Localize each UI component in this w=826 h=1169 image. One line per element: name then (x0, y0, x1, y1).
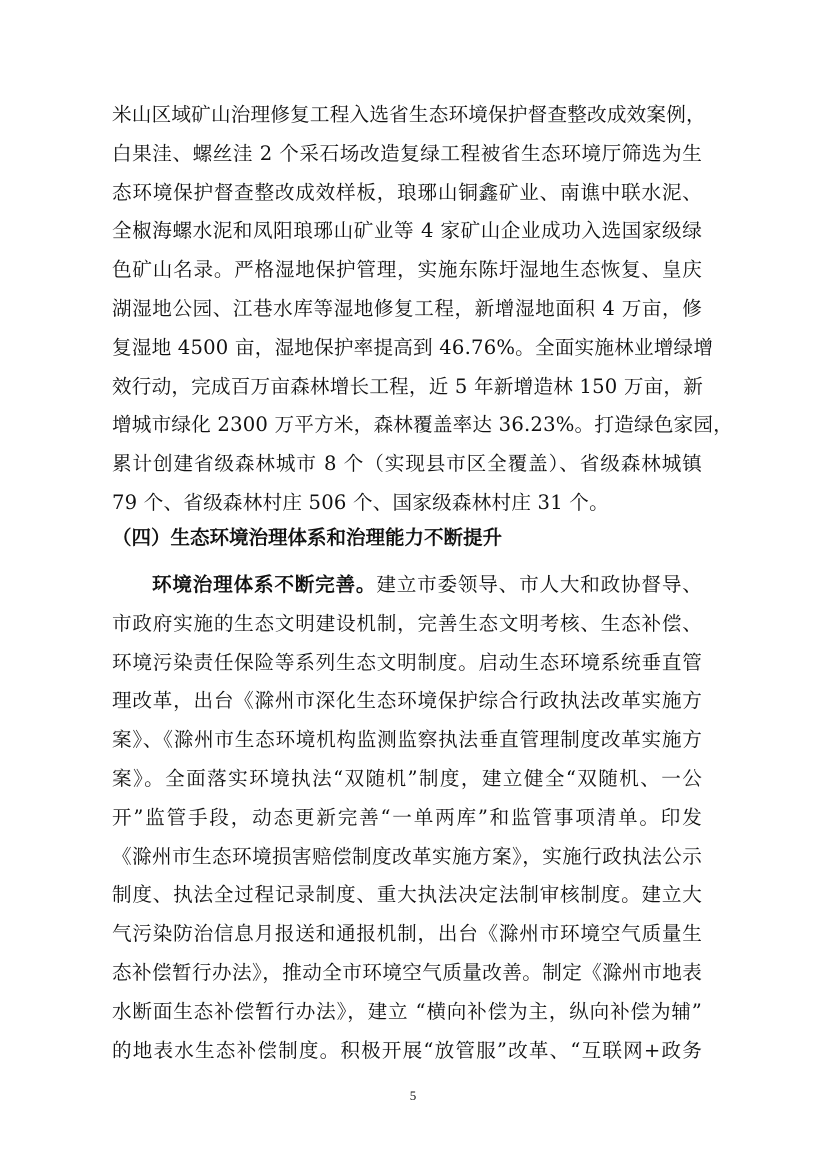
paragraph-governance-system (112, 566, 702, 1070)
page-number: 5 (409, 1088, 417, 1103)
text-line: 态补偿暂行办法》，推动全市环境空气质量改善。制定《滁州市地表 (112, 960, 702, 984)
text-line-first (112, 566, 702, 605)
text-line: 湖湿地公园、江巷水库等湿地修复工程，新增湿地面积 4 万亩，修 (112, 296, 702, 320)
text-line: 气污染防治信息月报送和通报机制，出台《滁州市环境空气质量生 (112, 922, 702, 946)
text-line: 米山区域矿山治理修复工程入选省生态环境保护督查整改成效案例， (112, 103, 706, 126)
text-line: 增城市绿化 2300 万平方米，森林覆盖率达 36.23%。打造绿色家园， (112, 413, 733, 437)
text-line: 效行动，完成百万亩森林增长工程，近 5 年新增造林 150 万亩，新 (112, 374, 704, 398)
section-heading: （四）生态环境治理体系和治理能力不断提升 (112, 526, 503, 549)
text-line: 理改革，出台《滁州市深化生态环境保护综合行政执法改革实施方 (112, 689, 702, 713)
text-line: 态环境保护督查整改成效样板，琅琊山铜鑫矿业、南谯中联水泥、 (112, 180, 702, 204)
text-line: 案》、《滁州市生态环境机构监测监察执法垂直管理制度改革实施方 (112, 728, 702, 752)
paragraph-lead: 环境治理体系不断完善。 (152, 573, 377, 596)
text-line: 79 个、省级森林村庄 506 个、国家级森林村庄 31 个。 (112, 490, 609, 514)
text-line: 白果洼、螺丝洼 2 个采石场改造复绿工程被省生态环境厅筛选为生 (112, 141, 702, 165)
text-line: 复湿地 4500 亩，湿地保护率提高到 46.76%。全面实施林业增绿增 (112, 335, 714, 359)
text-line: 环境污染责任保险等系列生态文明制度。启动生态环境系统垂直管 (112, 650, 702, 674)
text-line: 案》。全面落实环境执法“双随机”制度，建立健全“双随机、一公 (112, 766, 702, 790)
text-line: 累计创建省级森林城市 8 个（实现县市区全覆盖）、省级森林城镇 (112, 452, 702, 476)
text-line: 水断面生态补偿暂行办法》，建立 “横向补偿为主，纵向补偿为辅” (112, 999, 702, 1023)
text-line: 市政府实施的生态文明建设机制，完善生态文明考核、生态补偿、 (112, 611, 702, 635)
text-line: 《滁州市生态环境损害赔偿制度改革实施方案》，实施行政执法公示 (112, 844, 702, 868)
text-line: 的地表水生态补偿制度。积极开展“放管服”改革、“互联网+政务 (112, 1038, 702, 1062)
text-line: 开”监管手段，动态更新完善“一单两库”和监管事项清单。印发 (112, 805, 702, 829)
text-line: 制度、执法全过程记录制度、重大执法决定法制审核制度。建立大 (112, 883, 702, 907)
text-line-rest: 建立市委领导、市人大和政协督导、 (376, 573, 703, 596)
text-line: 色矿山名录。严格湿地保护管理，实施东陈圩湿地生态恢复、皇庆 (112, 258, 702, 282)
text-line: 全椒海螺水泥和凤阳琅琊山矿业等 4 家矿山企业成功入选国家级绿 (112, 219, 702, 243)
paragraph-mine-restoration (112, 96, 733, 523)
